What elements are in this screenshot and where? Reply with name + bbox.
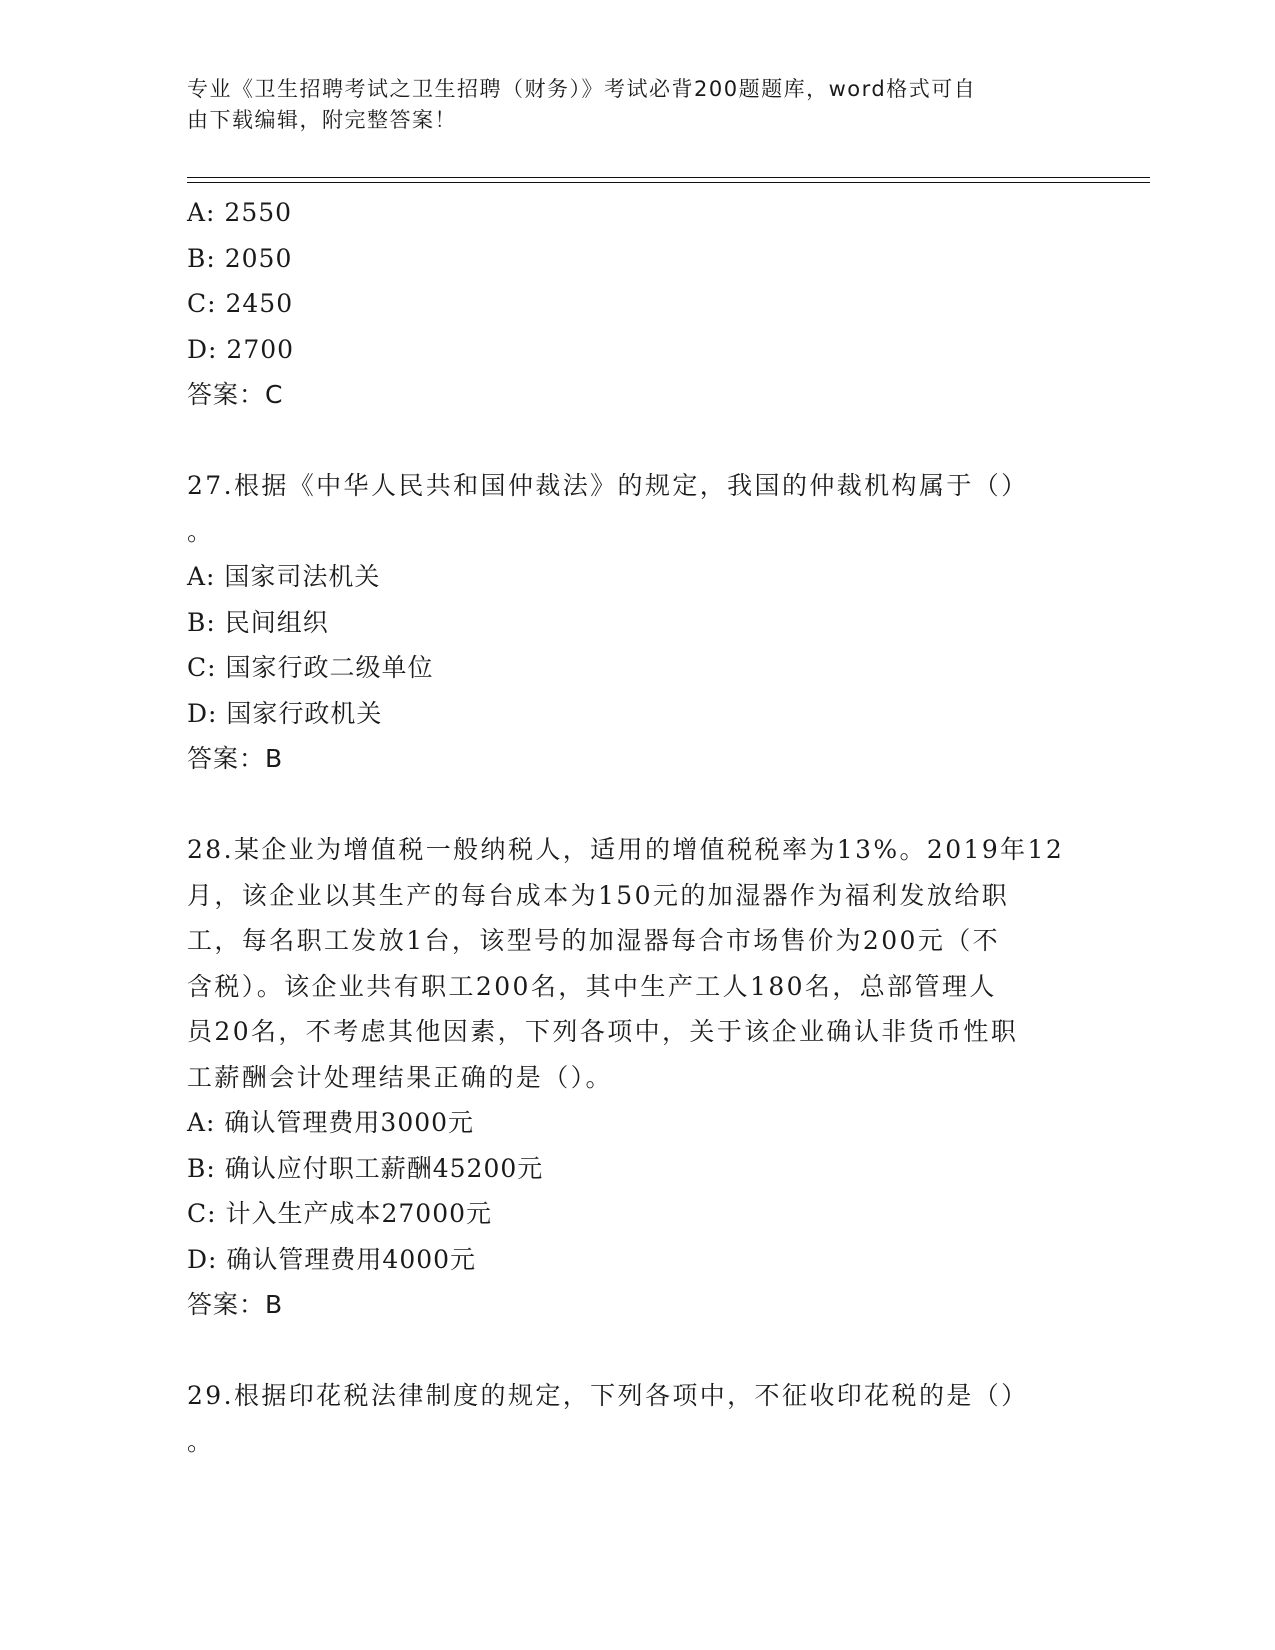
option-c: C: 国家行政二级单位	[187, 653, 434, 682]
question-text-line: 。	[187, 516, 213, 546]
answer-label: 答案：B	[187, 744, 284, 773]
option-c: C: 2450	[187, 289, 294, 318]
document-body	[187, 190, 1087, 1464]
option-b: B: 2050	[187, 243, 293, 273]
option-d: D: 国家行政机关	[187, 698, 383, 728]
header-divider-bottom	[187, 182, 1150, 183]
option-d: D: 确认管理费用4000元	[187, 1244, 477, 1274]
question-27	[187, 463, 1087, 782]
option-a: A: 国家司法机关	[187, 562, 381, 591]
question-29	[187, 1373, 1087, 1464]
question-26	[187, 190, 1087, 418]
option-b: B: 确认应付职工薪酬45200元	[187, 1153, 544, 1183]
question-text-line: 月，该企业以其生产的每台成本为150元的加湿器作为福利发放给职	[187, 880, 1010, 910]
question-text-line: 员20名，不考虑其他因素，下列各项中，关于该企业确认非货币性职	[187, 1017, 1019, 1046]
spacer	[187, 1328, 1087, 1374]
option-b: B: 民间组织	[187, 607, 329, 637]
question-text-line: 含税）。该企业共有职工200名，其中生产工人180名，总部管理人	[187, 971, 997, 1001]
question-28	[187, 827, 1087, 1328]
header-line-2: 由下载编辑，附完整答案！	[187, 108, 457, 132]
question-text-line: 工薪酬会计处理结果正确的是（）。	[187, 1062, 613, 1092]
option-a: A: 2550	[187, 198, 293, 227]
answer-label: 答案：C	[187, 380, 284, 409]
spacer	[187, 418, 1087, 464]
option-d: D: 2700	[187, 334, 295, 364]
question-text-line: 。	[187, 1426, 213, 1456]
spacer	[187, 782, 1087, 828]
answer-label: 答案：B	[187, 1290, 284, 1319]
question-text-line: 27.根据《中华人民共和国仲裁法》的规定，我国的仲裁机构属于（）	[187, 471, 1029, 500]
question-text-line: 工，每名职工发放1台，该型号的加湿器每合市场售价为200元（不	[187, 926, 1001, 955]
document-header	[187, 74, 1087, 136]
question-text-line: 29.根据印花税法律制度的规定，下列各项中，不征收印花税的是（）	[187, 1381, 1029, 1410]
question-text-line: 28.某企业为增值税一般纳税人，适用的增值税税率为13%。2019年12	[187, 835, 1065, 864]
header-divider-top	[187, 177, 1150, 178]
option-c: C: 计入生产成本27000元	[187, 1199, 493, 1228]
header-line-1: 专业《卫生招聘考试之卫生招聘（财务）》考试必背200题题库，word格式可自	[187, 77, 977, 101]
option-a: A: 确认管理费用3000元	[187, 1108, 475, 1137]
